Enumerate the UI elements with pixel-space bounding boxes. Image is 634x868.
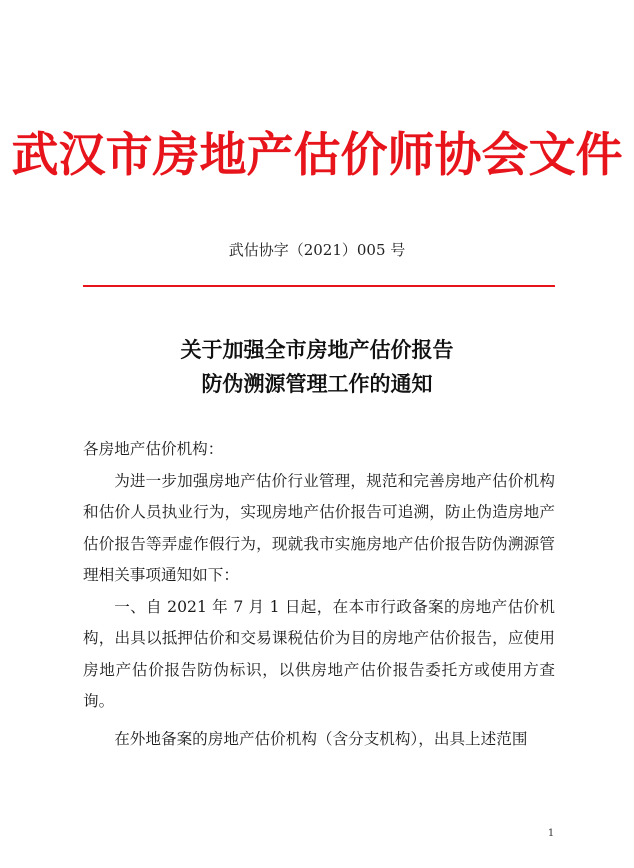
red-divider-line — [83, 285, 555, 287]
notice-body — [83, 434, 555, 755]
paragraph-intro: 为进一步加强房地产估价行业管理，规范和完善房地产估价机构和估价人员执业行为，实现房地产估价报告可追溯，防止伪造房地产估价报告等弄虚作假行为，现就我市实施房地产估价报告防伪溯源管理相关事项通知如下： — [83, 471, 555, 584]
page-number: 1 — [547, 828, 555, 839]
organization-title: 武汉市房地产估价师协会文件 — [11, 128, 623, 183]
notice-title-line-1: 关于加强全市房地产估价报告 — [180, 338, 454, 362]
paragraph-item-1: 一、自 2021 年 7 月 1 日起，在本市行政备案的房地产估价机构，出具以抵押估价和交易课税估价为目的房地产估价报告，应使用房地产估价报告防伪标识，以供房地产估价报告委托方或使用方查询。 — [83, 597, 555, 710]
document-number: 武估协字（2021）005 号 — [228, 241, 406, 259]
paragraph-external-agencies: 在外地备案的房地产估价机构（含分支机构），出具上述范围 — [114, 729, 528, 748]
salutation: 各房地产估价机构： — [83, 440, 224, 458]
notice-title — [0, 333, 634, 401]
notice-title-line-2: 防伪溯源管理工作的通知 — [201, 372, 433, 396]
